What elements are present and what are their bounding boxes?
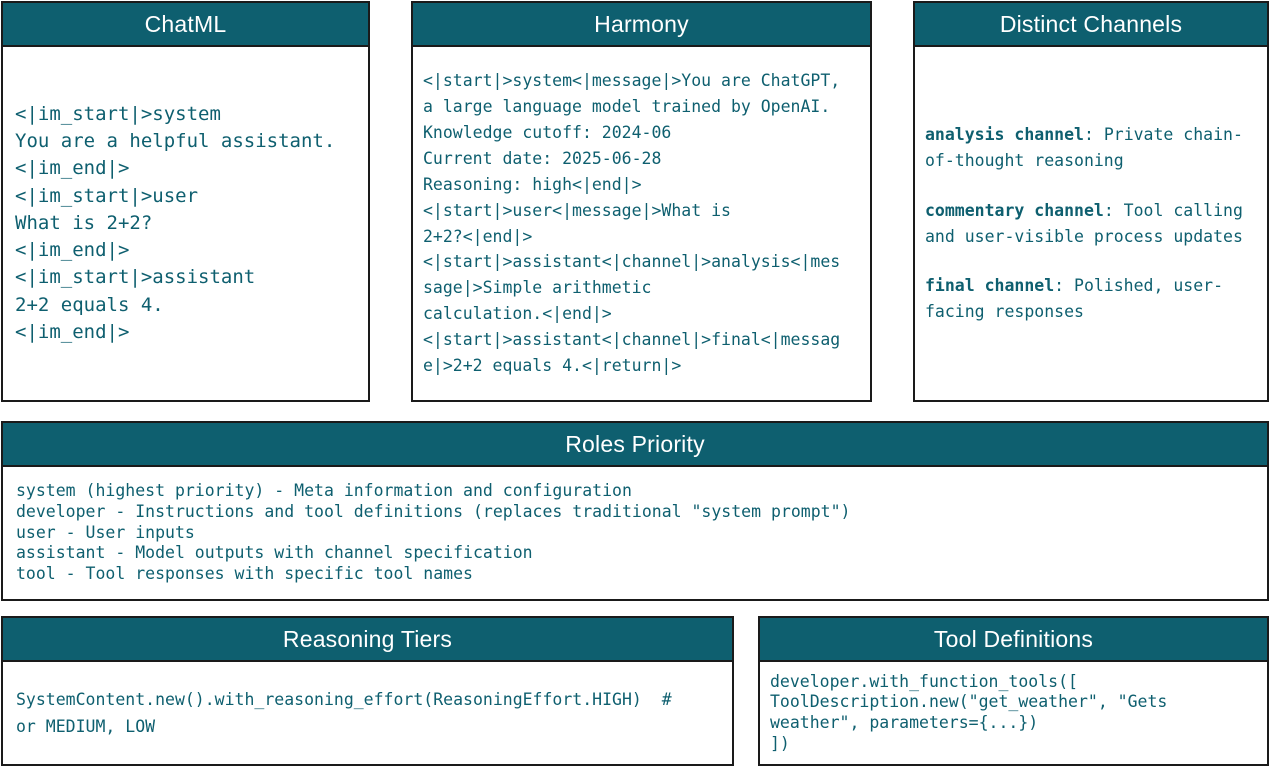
chatml-line: <|im_end|> bbox=[15, 239, 130, 262]
harmony-body bbox=[413, 47, 870, 400]
harmony-line: Knowledge cutoff: 2024-06 bbox=[423, 122, 672, 142]
chatml-title: ChatML bbox=[3, 3, 368, 47]
chatml-line: <|im_end|> bbox=[15, 157, 130, 180]
channel-item bbox=[925, 198, 1257, 250]
roles-body bbox=[3, 467, 1267, 599]
harmony-line: <|start|>assistant<|channel|>final<|messag bbox=[423, 330, 841, 350]
reasoning-panel bbox=[1, 616, 734, 766]
channel-item bbox=[925, 122, 1257, 174]
roles-title: Roles Priority bbox=[3, 423, 1267, 467]
tools-panel bbox=[758, 616, 1269, 766]
harmony-line: a large language model trained by OpenAI. bbox=[423, 96, 831, 116]
channels-title: Distinct Channels bbox=[915, 3, 1267, 47]
chatml-line: What is 2+2? bbox=[15, 211, 153, 234]
reasoning-line: SystemContent.new().with_reasoning_effort(ReasoningEffort.HIGH) # bbox=[16, 690, 672, 709]
role-line: assistant - Model outputs with channel specification bbox=[16, 543, 533, 563]
harmony-line: <|start|>system<|message|>You are ChatGPT, bbox=[423, 71, 841, 91]
role-line: user - User inputs bbox=[16, 522, 195, 542]
roles-panel bbox=[1, 421, 1269, 601]
harmony-panel bbox=[411, 1, 872, 402]
harmony-line: 2+2?<|end|> bbox=[423, 226, 533, 246]
tools-title: Tool Definitions bbox=[760, 618, 1267, 662]
channel-desc-cont: and user-visible process updates bbox=[925, 226, 1243, 246]
chatml-line: <|im_end|> bbox=[15, 321, 130, 344]
harmony-line: Reasoning: high<|end|> bbox=[423, 174, 642, 194]
role-line: system (highest priority) - Meta information and configuration bbox=[16, 481, 632, 501]
tools-line: ]) bbox=[770, 733, 790, 753]
channel-desc: : Tool calling bbox=[1103, 200, 1243, 220]
harmony-line: calculation.<|end|> bbox=[423, 304, 612, 324]
harmony-line: <|start|>assistant<|channel|>analysis<|mes bbox=[423, 252, 841, 272]
chatml-panel bbox=[1, 1, 370, 402]
role-line: developer - Instructions and tool definitions (replaces traditional "system prompt") bbox=[16, 501, 851, 521]
channel-desc-cont: of-thought reasoning bbox=[925, 150, 1124, 170]
channel-name: final channel bbox=[925, 276, 1055, 296]
channel-item bbox=[925, 273, 1257, 325]
harmony-line: e|>2+2 equals 4.<|return|> bbox=[423, 356, 682, 376]
chatml-line: <|im_start|>assistant bbox=[15, 266, 256, 289]
reasoning-body bbox=[3, 662, 732, 764]
tools-line: weather", parameters={...}) bbox=[770, 713, 1039, 732]
reasoning-line: or MEDIUM, LOW bbox=[16, 717, 156, 736]
channel-desc-cont: facing responses bbox=[925, 302, 1084, 322]
chatml-line: <|im_start|>system bbox=[15, 102, 221, 125]
reasoning-title: Reasoning Tiers bbox=[3, 618, 732, 662]
harmony-line: <|start|>user<|message|>What is bbox=[423, 200, 731, 220]
harmony-line: Current date: 2025-06-28 bbox=[423, 148, 662, 168]
tools-line: developer.with_function_tools([ bbox=[770, 671, 1078, 691]
chatml-body bbox=[3, 47, 368, 400]
chatml-line: <|im_start|>user bbox=[15, 184, 199, 207]
channels-body bbox=[915, 47, 1267, 400]
channel-desc: : Private chain- bbox=[1083, 124, 1243, 144]
tools-body bbox=[760, 662, 1267, 764]
harmony-title: Harmony bbox=[413, 3, 870, 47]
chatml-line: You are a helpful assistant. bbox=[15, 129, 336, 152]
channel-name: analysis channel bbox=[925, 124, 1084, 144]
chatml-line: 2+2 equals 4. bbox=[15, 293, 164, 316]
channel-name: commentary channel bbox=[925, 200, 1104, 220]
role-line: tool - Tool responses with specific tool names bbox=[16, 564, 473, 584]
tools-line: ToolDescription.new("get_weather", "Gets bbox=[770, 692, 1168, 712]
harmony-line: sage|>Simple arithmetic bbox=[423, 278, 652, 298]
channel-desc: : Polished, user- bbox=[1054, 276, 1224, 296]
channels-panel bbox=[913, 1, 1269, 402]
